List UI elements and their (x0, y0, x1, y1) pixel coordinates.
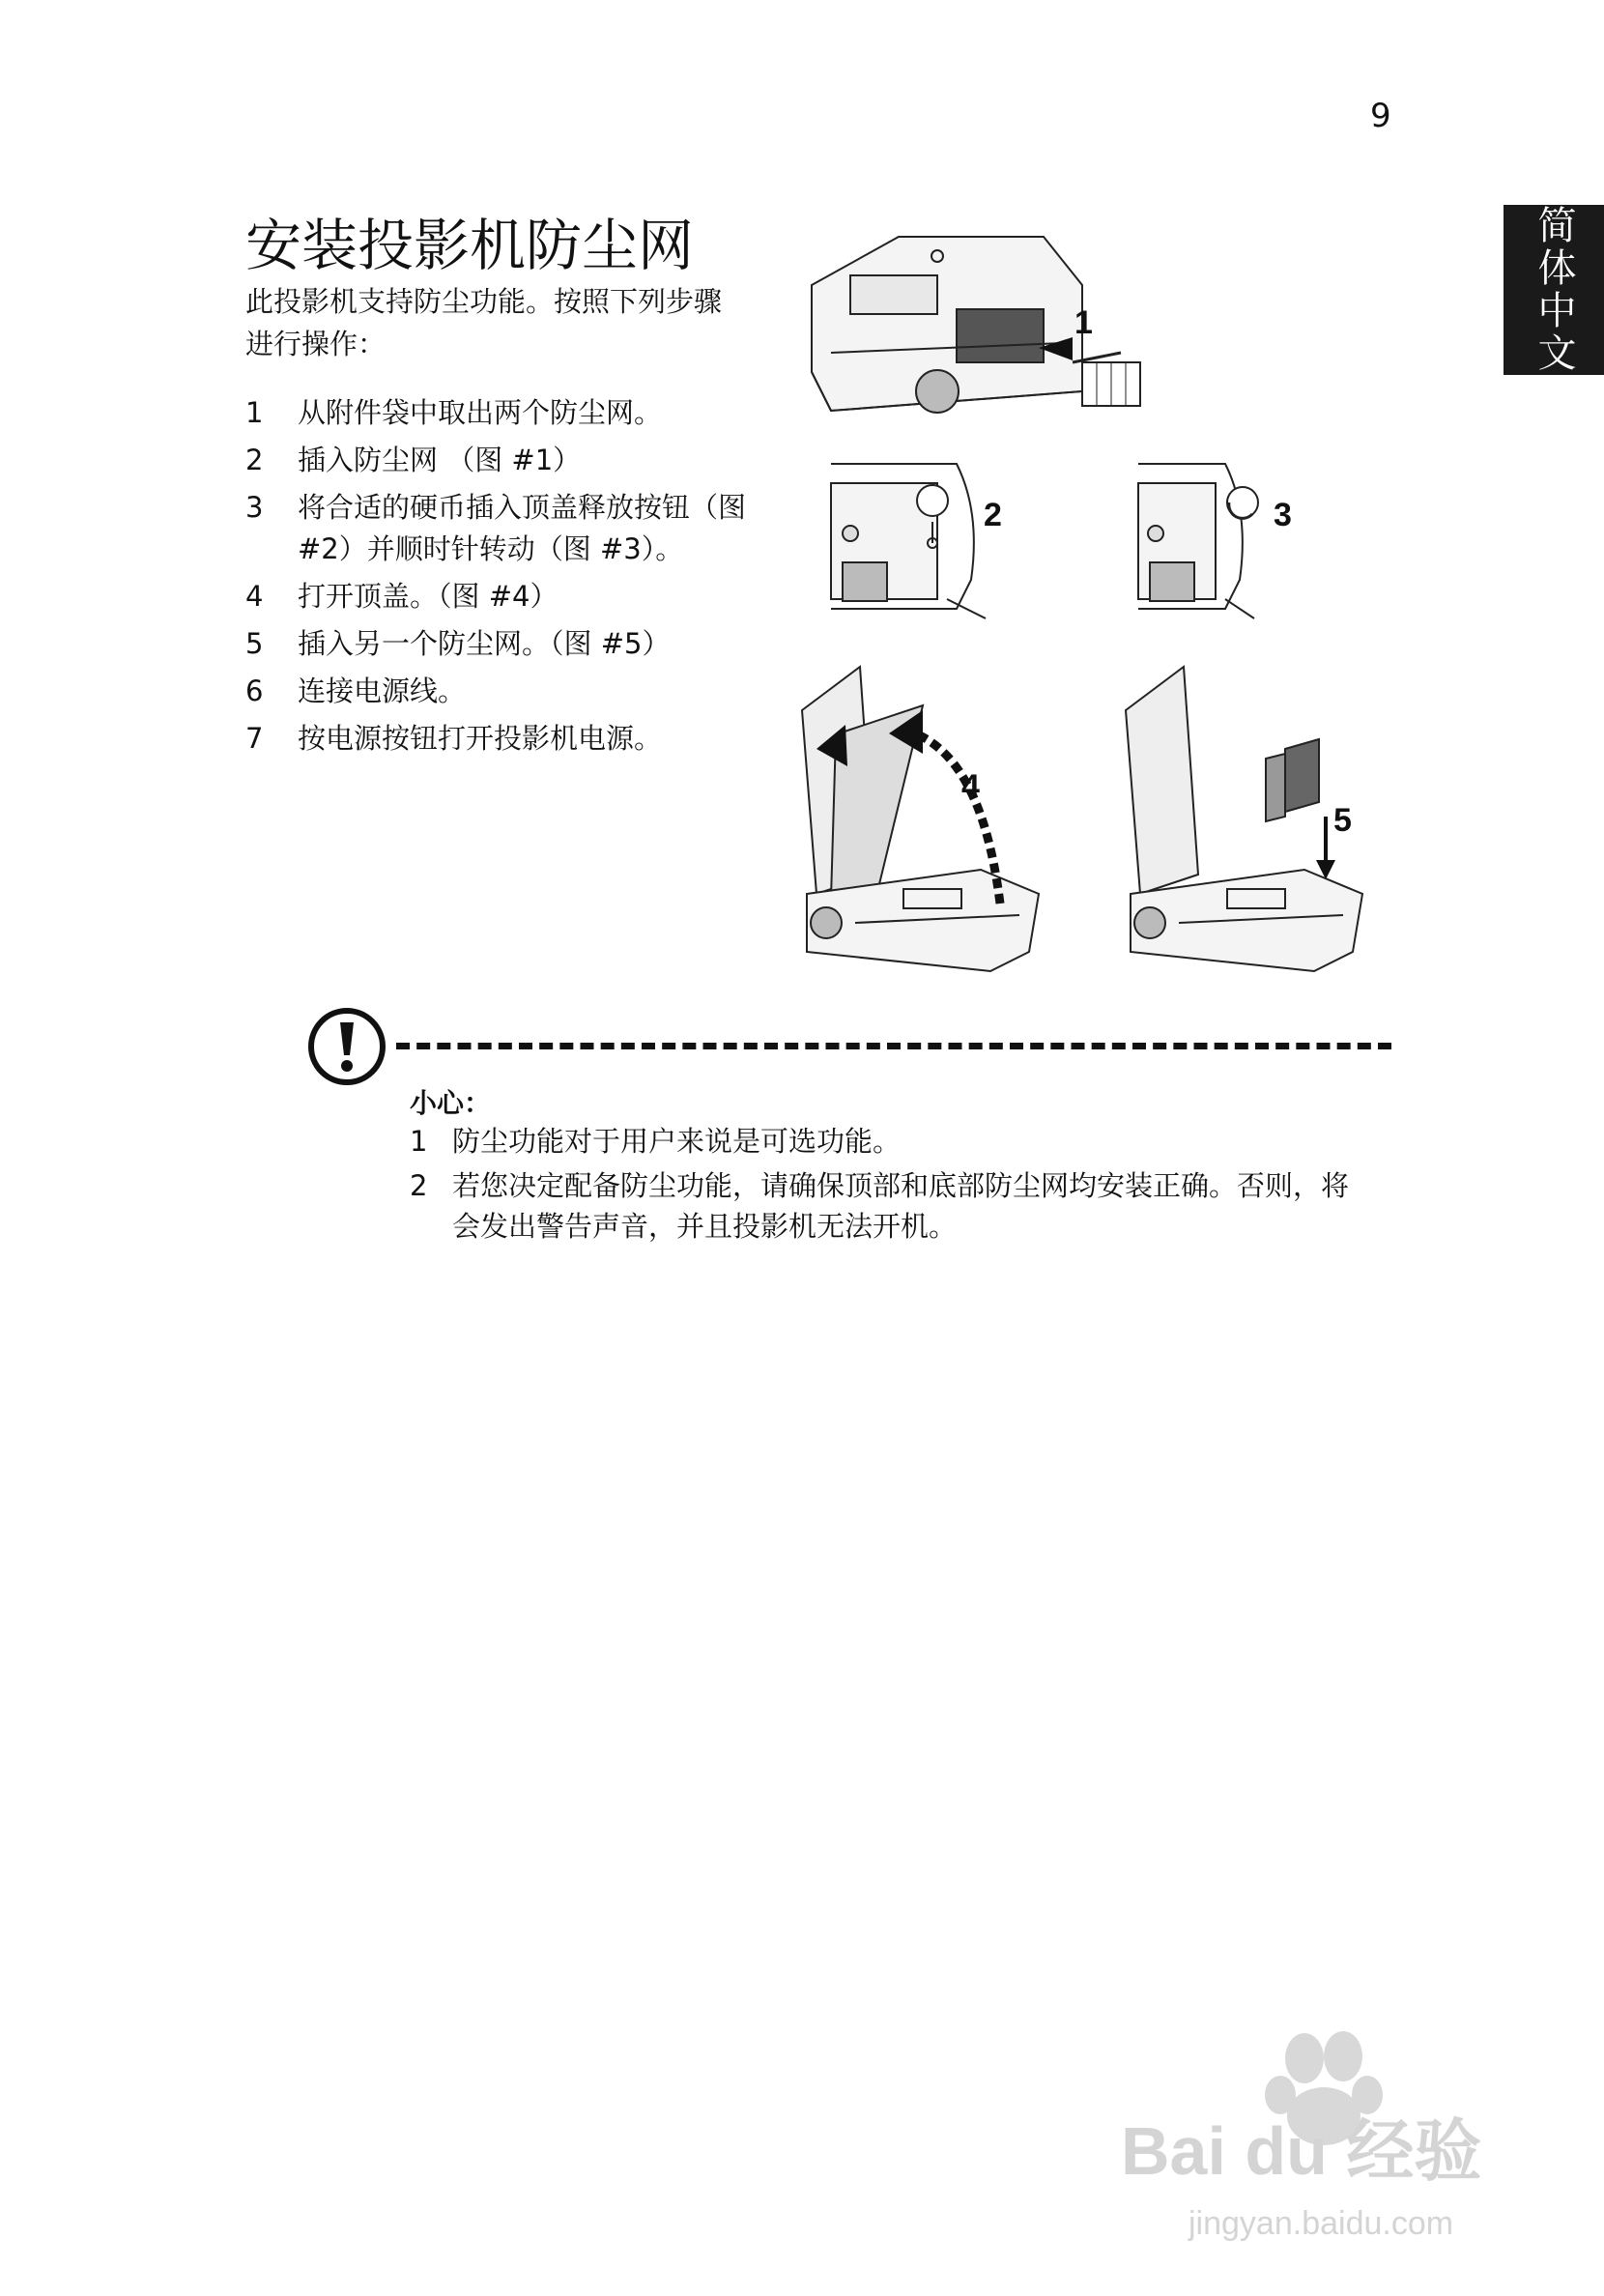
step-number: 7 (245, 722, 264, 755)
section-title: 安装投影机防尘网 (245, 213, 695, 278)
caution-number: 1 (410, 1125, 428, 1158)
step-number: 3 (245, 491, 264, 524)
figure-label-1: 1 (1074, 304, 1093, 341)
figure-label-4: 4 (961, 768, 980, 805)
caution-text: 若您决定配备防尘功能，请确保顶部和底部防尘网均安装正确。否则，将会发出警告声音，并且投影机无法开机。 (452, 1169, 1350, 1243)
figure-label-3: 3 (1274, 497, 1292, 533)
step-number: 6 (245, 674, 264, 707)
step-number: 2 (245, 444, 264, 476)
step-item (245, 623, 767, 665)
figure-5-insert-second-filter (1111, 662, 1391, 981)
filter-icon (1082, 362, 1140, 406)
figure-3-turn-clockwise (1129, 454, 1332, 623)
language-tab: 简体中文 (1504, 205, 1604, 375)
caution-list (410, 1121, 1376, 1250)
figure-1-insert-filter (792, 217, 1160, 430)
step-text: 打开顶盖。（图 #4） (298, 580, 559, 613)
step-number: 4 (245, 580, 264, 613)
watermark-brand: Bai du 经验 (1121, 2113, 1482, 2189)
intro-text: 此投影机支持防尘功能。按照下列步骤进行操作： (245, 285, 723, 360)
figure-4-open-cover (788, 662, 1068, 981)
step-text: 按电源按钮打开投影机电源。 (298, 722, 663, 755)
step-text: 插入防尘网 （图 #1） (298, 444, 582, 476)
step-number: 1 (245, 396, 264, 429)
figure-label-5: 5 (1333, 802, 1352, 839)
step-text: 从附件袋中取出两个防尘网。 (298, 396, 663, 429)
filter-icon (1266, 739, 1319, 821)
step-item (245, 487, 767, 570)
step-item (245, 392, 767, 434)
step-item (245, 671, 767, 712)
caution-number: 2 (410, 1169, 428, 1202)
figure-2-coin-release (812, 454, 1063, 623)
step-text: 插入另一个防尘网。（图 #5） (298, 627, 671, 660)
steps-list (245, 392, 767, 765)
step-text: 将合适的硬币插入顶盖释放按钮（图 #2）并顺时针转动（图 #3）。 (298, 491, 747, 565)
step-item (245, 440, 767, 481)
caution-item (410, 1165, 1376, 1247)
caution-title: 小心： (410, 1087, 492, 1119)
caution-item (410, 1121, 1376, 1162)
figure-label-2: 2 (984, 497, 1002, 533)
caution-divider (396, 1043, 1391, 1049)
step-item (245, 718, 767, 760)
watermark-url: jingyan.baidu.com (1189, 2205, 1454, 2242)
step-item (245, 576, 767, 617)
baidu-watermark (1082, 1981, 1527, 2271)
step-text: 连接电源线。 (298, 674, 467, 707)
page-number: 9 (1370, 97, 1391, 135)
caution-icon (305, 1005, 388, 1088)
caution-text: 防尘功能对于用户来说是可选功能。 (452, 1125, 902, 1158)
step-number: 5 (245, 627, 264, 660)
